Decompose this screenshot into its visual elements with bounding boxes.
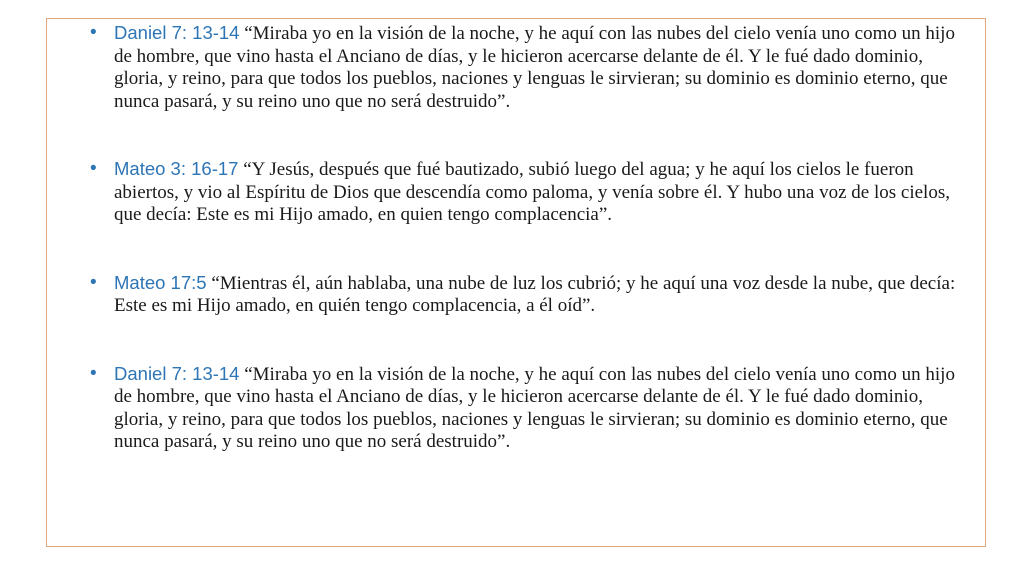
- bullet-icon: •: [90, 158, 97, 179]
- bullet-list: [90, 22, 972, 499]
- list-item-daniel-7-13-14: [90, 22, 972, 113]
- list-item-mateo-17-5: [90, 272, 972, 318]
- bullet-icon: •: [90, 22, 97, 43]
- list-item-mateo-3-16-17: [90, 158, 972, 227]
- scripture-reference: Mateo 17:5: [114, 271, 207, 293]
- scripture-reference: Daniel 7: 13-14: [114, 362, 240, 384]
- bullet-icon: •: [90, 271, 97, 293]
- scripture-text: “Miraba yo en la visión de la noche, y he aquí con las nubes del cielo venía uno como un hijo de hombre, que vino hasta el Anciano de días, y le hicieron acercarse delante de él. Y le fué dado dominio, gloria, y reino, para que todos los pueblos, naciones y lenguas le sirvieran; su dominio es dominio eterno, que nunca pasará, y su reino uno que no será destruido”.: [114, 23, 955, 112]
- scripture-reference: Daniel 7: 13-14: [114, 22, 240, 43]
- scripture-text: “Mientras él, aún hablaba, una nube de luz los cubrió; y he aquí una voz desde la nube, que decía: Este es mi Hijo amado, en quién tengo complacencia, a él oíd”.: [114, 272, 956, 316]
- bullet-icon: •: [90, 362, 97, 384]
- list-item-daniel-7-13-14-repeat: [90, 363, 972, 454]
- scripture-reference: Mateo 3: 16-17: [114, 158, 239, 179]
- scripture-text: “Miraba yo en la visión de la noche, y he aquí con las nubes del cielo venía uno como un hijo de hombre, que vino hasta el Anciano de días, y le hicieron acercarse delante de él. Y le fué dado dominio, gloria, y reino, para que todos los pueblos, naciones y lenguas le sirvieran; su dominio es dominio eterno, que nunca pasará, y su reino uno que no será destruido”.: [114, 363, 955, 452]
- scripture-text: “Y Jesús, después que fué bautizado, subió luego del agua; y he aquí los cielos le fueron abiertos, y vio al Espíritu de Dios que descendía como paloma, y venía sobre él. Y hubo una voz de los cielos, que decía: Este es mi Hijo amado, en quien tengo complacencia”.: [114, 159, 950, 225]
